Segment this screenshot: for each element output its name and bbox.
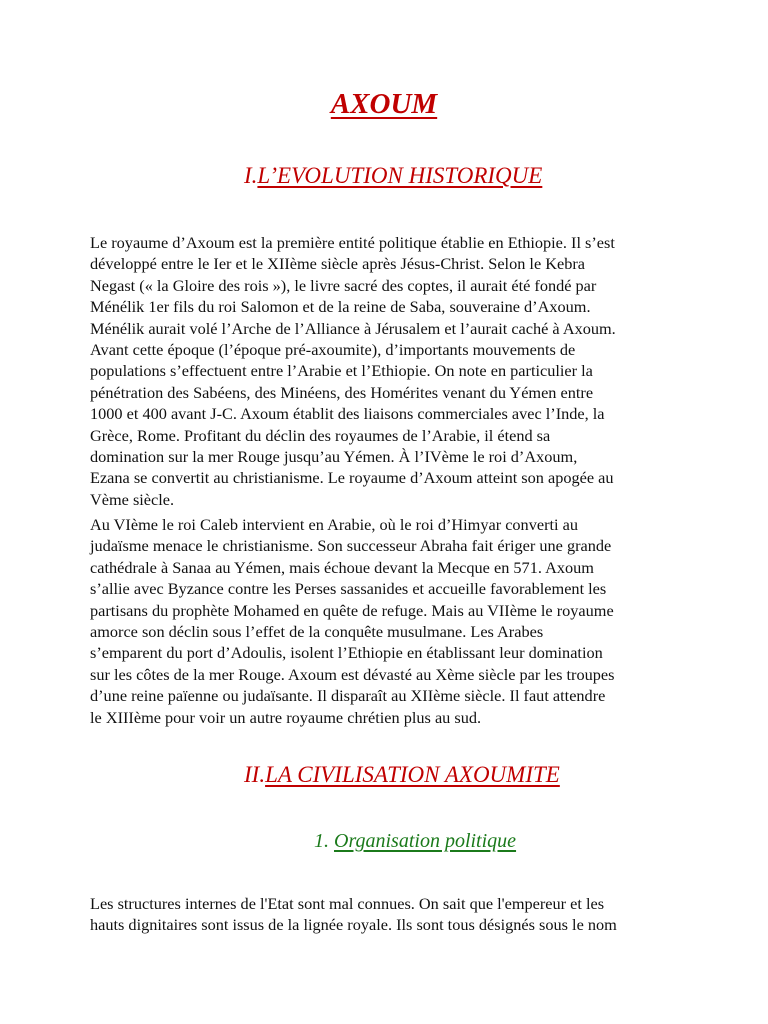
subsection-number: 1. — [314, 830, 329, 852]
text-line: Vème siècle. — [90, 489, 175, 509]
document-title: AXOUM — [330, 88, 438, 120]
text-line: s’allie avec Byzance contre les Perses sassanides et accueille favorablement les — [90, 579, 607, 599]
section-heading-evolution — [244, 163, 542, 189]
text-line: 1000 et 400 avant J-C. Axoum établit des liaisons commerciales avec l’Inde, la — [90, 404, 605, 424]
text-line: développé entre le Ier et le XIIème siècle après Jésus-Christ. Selon le Kebra — [90, 254, 586, 274]
text-line: pénétration des Sabéens, des Minéens, des Homérites venant du Yémen entre — [90, 382, 594, 402]
paragraph-evolution-2 — [90, 514, 690, 728]
text-line: populations s’effectuent entre l’Arabie et l’Ethiopie. On note en particulier la — [90, 361, 593, 381]
paragraph-evolution-1 — [90, 232, 690, 510]
section-title: LA CIVILISATION AXOUMITE — [265, 762, 560, 787]
text-line: amorce son déclin sous l’effet de la conquête musulmane. Les Arabes — [90, 622, 544, 642]
subsection-heading-organisation — [314, 830, 516, 853]
text-line: sur les côtes de la mer Rouge. Axoum est dévasté au Xème siècle par les troupes — [90, 664, 615, 684]
section-heading-civilisation — [244, 762, 560, 788]
text-line: d’une reine païenne ou judaïsante. Il disparaît au XIIème siècle. Il faut attendre — [90, 686, 606, 706]
text-line: le XIIIème pour voir un autre royaume chrétien plus au sud. — [90, 707, 482, 727]
section-title: L’EVOLUTION HISTORIQUE — [257, 163, 543, 188]
text-line: hauts dignitaires sont issus de la lignée royale. Ils sont tous désignés sous le nom — [90, 915, 617, 935]
text-line: Le royaume d’Axoum est la première entité politique établie en Ethiopie. Il s’est — [90, 233, 615, 252]
text-line: Ménélik 1er fils du roi Salomon et de la reine de Saba, souveraine d’Axoum. — [90, 297, 591, 317]
text-line: Avant cette époque (l’époque pré-axoumite), d’importants mouvements de — [90, 340, 576, 360]
paragraph-organisation — [90, 893, 690, 936]
section-number: I. — [244, 163, 258, 188]
text-line: Au VIème le roi Caleb intervient en Arabie, où le roi d’Himyar converti au — [90, 515, 578, 534]
text-line: domination sur la mer Rouge jusqu’au Yémen. À l’IVème le roi d’Axoum, — [90, 447, 578, 467]
text-line: judaïsme menace le christianisme. Son successeur Abraha fait ériger une grande — [90, 536, 612, 556]
text-line: Grèce, Rome. Profitant du déclin des royaumes de l’Arabie, il étend sa — [90, 425, 551, 445]
text-line: Negast (« la Gloire des rois »), le livre sacré des coptes, il aurait été fondé par — [90, 275, 597, 295]
subsection-title: Organisation politique — [334, 830, 517, 852]
section-number: II. — [244, 762, 266, 787]
text-line: s’emparent du port d’Adoulis, isolent l’Ethiopie en établissant leur domination — [90, 643, 603, 663]
text-line: partisans du prophète Mohamed en quête de refuge. Mais au VIIème le royaume — [90, 600, 614, 620]
text-line: Ménélik aurait volé l’Arche de l’Alliance à Jérusalem et l’aurait caché à Axoum. — [90, 318, 616, 338]
text-line: cathédrale à Sanaa au Yémen, mais échoue devant la Mecque en 571. Axoum — [90, 557, 594, 577]
text-line: Ezana se convertit au christianisme. Le royaume d’Axoum atteint son apogée au — [90, 468, 614, 488]
text-line: Les structures internes de l'Etat sont mal connues. On sait que l'empereur et les — [90, 894, 605, 913]
